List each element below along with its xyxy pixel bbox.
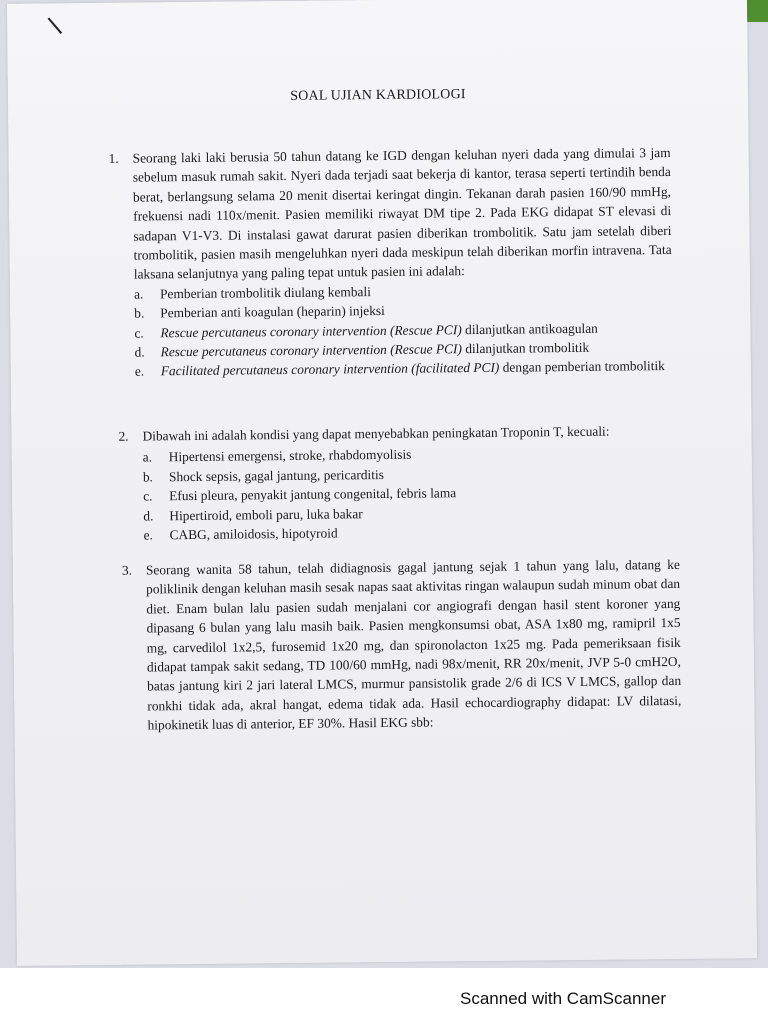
pen-mark xyxy=(48,17,63,33)
option-text: Hipertensi emergensi, stroke, rhabdomyolisis xyxy=(168,447,412,465)
document-page xyxy=(7,0,757,966)
option-letter: e. xyxy=(143,527,153,543)
option-text: dilanjutkan antikoagulan xyxy=(461,320,598,337)
option-letter: b. xyxy=(134,305,145,321)
option-text: Shock sepsis, gagal jantung, pericarditis xyxy=(168,466,384,485)
option-item xyxy=(143,520,673,545)
option-italic-text: Rescue percutaneus coronary intervention (Rescue PCI) xyxy=(160,341,463,360)
question-number: 1. xyxy=(108,150,119,166)
document-title: SOAL UJIAN KARDIOLOGI xyxy=(290,87,466,104)
option-list xyxy=(134,279,673,382)
question-stem: Seorang wanita 58 tahun, telah didiagnosis gagal jantung sejak 1 tahun yang lalu, datang ke poliklinik dengan keluhan masih sesak napas saat aktivitas ringan walaupun sudah minum obat dan diet. Enam bulan lalu pasien sudah menjalani cor angiografi dengan hasil stent koroner yang dipasang 6 bulan yang lalu masih baik. Pasien mengkonsumsi obat, ASA 1x80 mg, ramipril 1x5 mg, carvedilol 1x2,5, furosemid 1x20 mg, dan spironolacton 1x25 mg. Pada pemeriksaan fisik didapat tampak sakit sedang, TD 100/60 mmHg, nadi 98x/menit, RR 20x/menit, JVP 5-0 cmH2O, batas jantung kiri 2 jari lateral LMCS, murmur pansistolik grade 2/6 di ICS V LMCS, gallop dan ronkhi tidak ada, akral hangat, edema tidak ada. Hasil echocardiography didapat: LV dilatasi, hipokinetik luas di anterior, EF 30%. Hasil EKG sbb: xyxy=(145,556,682,733)
option-text: Efusi pleura, penyakit jantung congenital, febris lama xyxy=(169,485,457,504)
option-italic-text: Rescue percutaneus coronary intervention (Rescue PCI) xyxy=(160,321,462,340)
option-list xyxy=(143,442,674,545)
question-stem: Dibawah ini adalah kondisi yang dapat menyebabkan peningkatan Troponin T, kecuali: xyxy=(142,423,610,444)
option-text: dengan pemberian trombolitik xyxy=(499,358,665,376)
option-text: Pemberian trombolitik diulang kembali xyxy=(159,283,371,302)
question-1 xyxy=(108,143,673,381)
option-text: dilanjutkan trombolitik xyxy=(461,339,590,357)
option-letter: d. xyxy=(143,508,154,524)
option-letter: e. xyxy=(134,363,145,380)
option-letter: c. xyxy=(134,325,144,341)
option-text: Pemberian anti koagulan (heparin) injeksi xyxy=(160,303,385,321)
option-letter: a. xyxy=(142,449,153,465)
question-stem: Seorang laki laki berusia 50 tahun datang ke IGD dengan keluhan nyeri dada yang dimulai 3 jam sebelum masuk rumah sakit. Nyeri dada terjadi saat bekerja di kantor, terasa seperti tertindih benda berat, berlangsung selama 20 menit disertai keringat dingin. Tekanan darah pasien 160/90 mmHg, frekuensi nadi 110x/menit. Pasien memiliki riwayat DM tipe 2. Pada EKG didapat ST elevasi di sadapan V1-V3. Di instalasi gawat darurat pasien diberikan trombolitik. Satu jam setelah diberi trombolitik, pasien masih mengeluhkan nyeri dada meskipun telah diberikan morfin intravena. Tata laksana selanjutnya yang paling tepat untuk pasien ini adalah: xyxy=(132,144,672,283)
camscanner-watermark: Scanned with CamScanner xyxy=(460,989,667,1008)
question-number: 2. xyxy=(118,428,129,444)
background-corner xyxy=(746,0,768,22)
option-text: CABG, amiloidosis, hipotyroid xyxy=(169,525,338,543)
question-2 xyxy=(118,421,673,545)
option-italic-text: Facilitated percutaneus coronary intervention (facilitated PCI) xyxy=(160,360,500,379)
option-letter: d. xyxy=(134,344,145,360)
option-text: Hipertiroid, emboli paru, luka bakar xyxy=(169,505,363,523)
option-letter: c. xyxy=(143,488,153,504)
option-letter: a. xyxy=(133,286,144,302)
question-3 xyxy=(121,555,682,735)
option-letter: b. xyxy=(142,469,154,485)
question-number: 3. xyxy=(121,562,133,578)
